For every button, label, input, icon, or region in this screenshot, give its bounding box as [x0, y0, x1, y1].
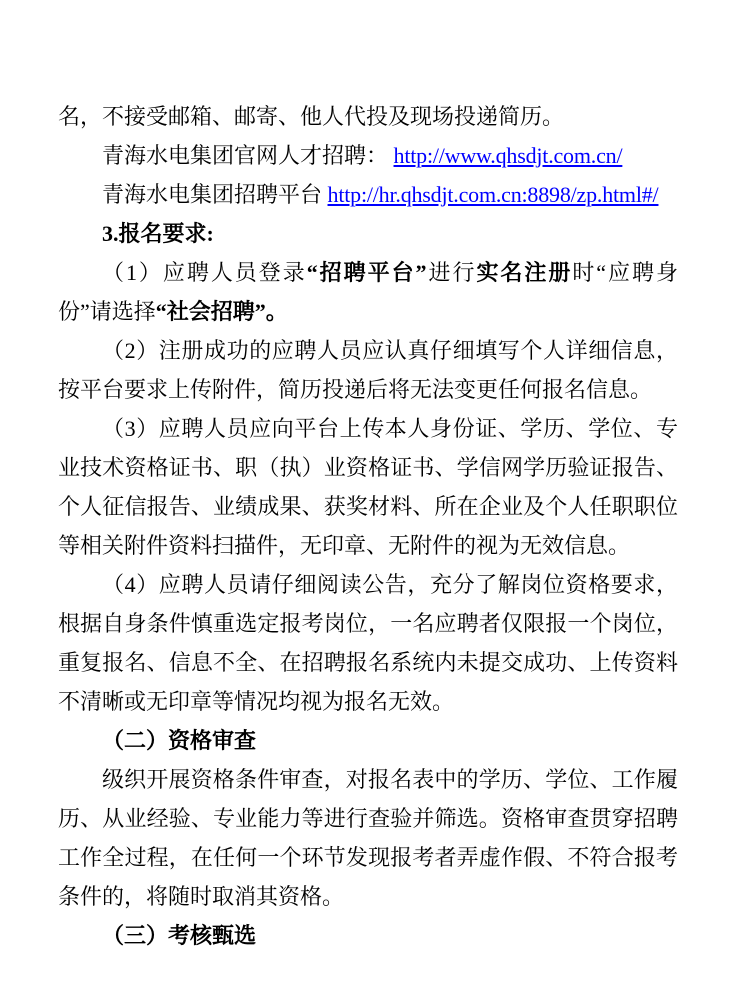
text-run: 级织开展资格条件审查，对报名表中的学历、学位、工作履历、从业经验、专业能力等进行查验并筛选。资格审查贯穿招聘工作全过程，在任何一个环节发现报考者弄虚作假、不符合报考条件的，将随时取消其资格。 — [58, 767, 678, 909]
item-2 — [58, 331, 678, 409]
text-run: 时“应聘身份”请选择 — [58, 260, 678, 324]
heading-assessment-selection — [58, 916, 678, 955]
text-run: 名，不接受邮箱、邮寄、他人代投及现场投递简历。 — [58, 104, 565, 129]
text-run: （1）应聘人员登录 — [102, 260, 307, 285]
item-4 — [58, 565, 678, 721]
qualification-review-body — [58, 760, 678, 916]
bold-text-run: 3.报名要求: — [102, 221, 214, 246]
bold-text-run: “招聘平台” — [306, 260, 427, 285]
text-run: （3）应聘人员应向平台上传本人身份证、学历、学位、专业技术资格证书、职（执）业资格证书、学信网学历验证报告、个人征信报告、业绩成果、获奖材料、所在企业及个人任职职位等相关附件资料扫描件，无印章、无附件的视为无效信息。 — [58, 416, 678, 558]
text-run: 进行 — [426, 260, 477, 285]
bold-text-run: 实名注册 — [476, 260, 573, 285]
bold-text-run: “社会招聘”。 — [155, 299, 288, 324]
item-3 — [58, 409, 678, 565]
text-run: （4）应聘人员请仔细阅读公告，充分了解岗位资格要求，根据自身条件慎重选定报考岗位，一名应聘者仅限报一个岗位，重复报名、信息不全、在招聘报名系统内未提交成功、上传资料不清晰或无印章等情况均视为报名无效。 — [58, 572, 678, 714]
bold-text-run: （三）考核甄选 — [102, 923, 257, 948]
official-site-line — [58, 136, 678, 175]
item-1 — [58, 253, 678, 331]
url-link[interactable]: http://hr.qhsdjt.com.cn:8898/zp.html#/ — [327, 182, 659, 207]
bold-text-run: （二）资格审查 — [102, 728, 257, 753]
text-run: 青海水电集团招聘平台 — [102, 182, 328, 207]
heading-signup-requirements — [58, 214, 678, 253]
text-run: 青海水电集团官网人才招聘： — [102, 143, 394, 168]
continuation-line — [58, 97, 678, 136]
text-run: （2）注册成功的应聘人员应认真仔细填写个人详细信息，按平台要求上传附件，简历投递后将无法变更任何报名信息。 — [58, 338, 678, 402]
url-link[interactable]: http://www.qhsdjt.com.cn/ — [393, 143, 623, 168]
platform-line — [58, 175, 678, 214]
heading-qualification-review — [58, 721, 678, 760]
